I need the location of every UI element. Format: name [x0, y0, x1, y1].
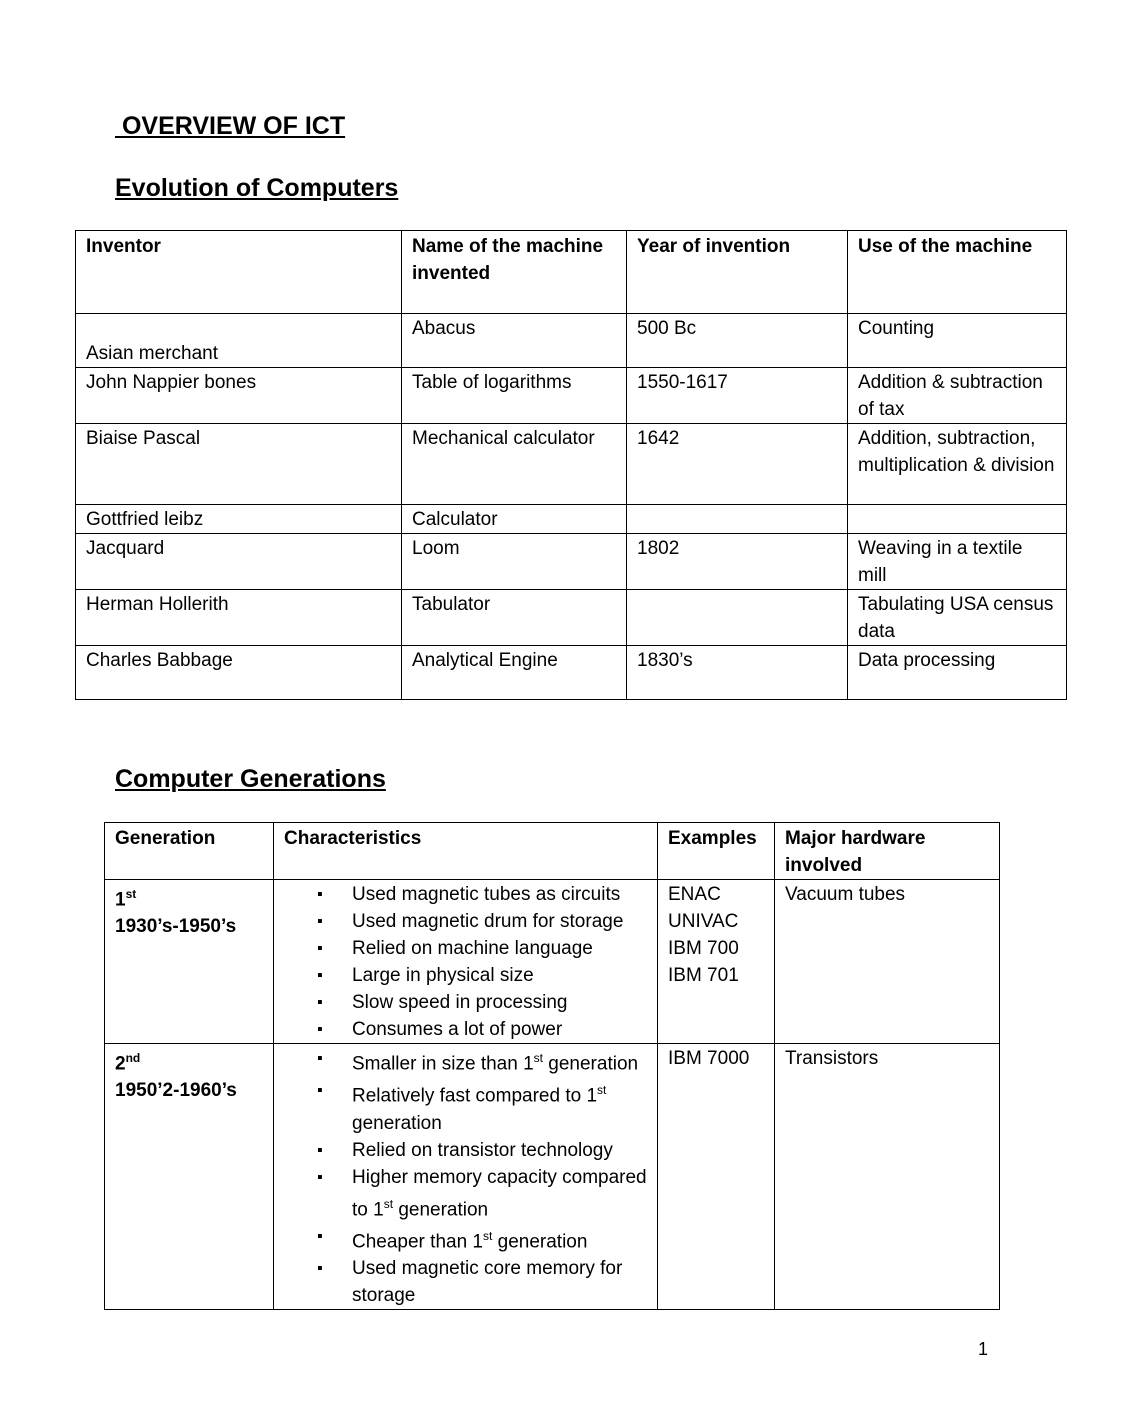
cell-inventor: John Nappier bones	[76, 368, 402, 424]
generation-number: 1	[115, 889, 126, 911]
table-header-row	[76, 231, 1067, 314]
cell-machine: Tabulator	[402, 590, 627, 646]
cell-machine: Mechanical calculator	[402, 424, 627, 505]
header-characteristics: Characteristics	[274, 823, 658, 880]
characteristic-item: ▪ Used magnetic drum for storage	[284, 908, 647, 935]
cell-machine: Loom	[402, 534, 627, 590]
cell-characteristics	[274, 880, 658, 1044]
cell-machine: Analytical Engine	[402, 646, 627, 700]
characteristic-item: ▪ Used magnetic core memory for storage	[284, 1255, 647, 1309]
cell-inventor: Asian merchant	[76, 314, 402, 368]
cell-generation	[105, 880, 274, 1044]
cell-examples	[658, 1044, 775, 1310]
table-row	[76, 646, 1067, 700]
characteristic-item: ▪ Higher memory capacity compared to 1st generation	[284, 1164, 647, 1223]
cell-year: 500 Bc	[627, 314, 848, 368]
generation-period: 1950’2-1960’s	[115, 1080, 237, 1102]
cell-year	[627, 505, 848, 534]
generations-heading: Computer Generations	[115, 765, 386, 793]
cell-inventor: Biaise Pascal	[76, 424, 402, 505]
cell-year: 1802	[627, 534, 848, 590]
cell-use: Data processing	[848, 646, 1067, 700]
header-use: Use of the machine	[848, 231, 1067, 314]
characteristics-list	[284, 881, 647, 1043]
example-item: IBM 701	[668, 965, 739, 986]
table-row	[105, 1044, 1000, 1310]
characteristics-list	[284, 1045, 647, 1309]
header-year: Year of invention	[627, 231, 848, 314]
cell-machine: Table of logarithms	[402, 368, 627, 424]
page-title: OVERVIEW OF ICT	[115, 112, 346, 140]
header-inventor: Inventor	[76, 231, 402, 314]
example-item: IBM 700	[668, 938, 739, 959]
characteristic-item: ▪ Consumes a lot of power	[284, 1016, 647, 1043]
example-item: IBM 7000	[668, 1048, 750, 1069]
cell-inventor: Gottfried leibz	[76, 505, 402, 534]
cell-year	[627, 590, 848, 646]
header-generation: Generation	[105, 823, 274, 880]
characteristic-item: ▪ Relied on transistor technology	[284, 1137, 647, 1164]
page-number: 1	[978, 1339, 989, 1359]
cell-year: 1830’s	[627, 646, 848, 700]
cell-inventor: Jacquard	[76, 534, 402, 590]
example-item: UNIVAC	[668, 911, 739, 932]
generation-number: 2	[115, 1053, 126, 1075]
cell-use: Counting	[848, 314, 1067, 368]
header-examples: Examples	[658, 823, 775, 880]
cell-use	[848, 505, 1067, 534]
table-row	[76, 590, 1067, 646]
table-header-row	[105, 823, 1000, 880]
cell-inventor: Herman Hollerith	[76, 590, 402, 646]
cell-machine: Calculator	[402, 505, 627, 534]
cell-examples	[658, 880, 775, 1044]
example-item: ENAC	[668, 884, 721, 905]
cell-use: Addition & subtraction of tax	[848, 368, 1067, 424]
cell-use: Weaving in a textile mill	[848, 534, 1067, 590]
cell-year: 1550-1617	[627, 368, 848, 424]
table-row	[76, 505, 1067, 534]
table-row	[76, 424, 1067, 505]
table-row	[76, 534, 1067, 590]
cell-hardware: Vacuum tubes	[775, 880, 1000, 1044]
generation-suffix: nd	[125, 1051, 141, 1065]
evolution-heading: Evolution of Computers	[115, 174, 399, 202]
table-row	[105, 880, 1000, 1044]
characteristic-item: ▪ Slow speed in processing	[284, 989, 647, 1016]
cell-year: 1642	[627, 424, 848, 505]
characteristic-item: ▪ Used magnetic tubes as circuits	[284, 881, 647, 908]
cell-machine: Abacus	[402, 314, 627, 368]
table-row	[76, 314, 1067, 368]
cell-inventor: Charles Babbage	[76, 646, 402, 700]
characteristic-item: ▪ Relatively fast compared to 1st generation	[284, 1077, 647, 1136]
header-machine: Name of the machine invented	[402, 231, 627, 314]
cell-characteristics	[274, 1044, 658, 1310]
characteristic-item: ▪ Cheaper than 1st generation	[284, 1223, 647, 1255]
cell-generation	[105, 1044, 274, 1310]
characteristic-item: ▪ Large in physical size	[284, 962, 647, 989]
cell-use: Tabulating USA census data	[848, 590, 1067, 646]
table-row	[76, 368, 1067, 424]
generation-suffix: st	[125, 887, 137, 901]
generation-period: 1930’s-1950’s	[115, 916, 237, 938]
header-hardware: Major hardware involved	[775, 823, 1000, 880]
generations-table	[104, 822, 1000, 1310]
evolution-table	[75, 230, 1067, 700]
cell-use: Addition, subtraction, multiplication & division	[848, 424, 1067, 505]
characteristic-item: ▪ Relied on machine language	[284, 935, 647, 962]
cell-hardware: Transistors	[775, 1044, 1000, 1310]
characteristic-item: ▪ Smaller in size than 1st generation	[284, 1045, 647, 1077]
